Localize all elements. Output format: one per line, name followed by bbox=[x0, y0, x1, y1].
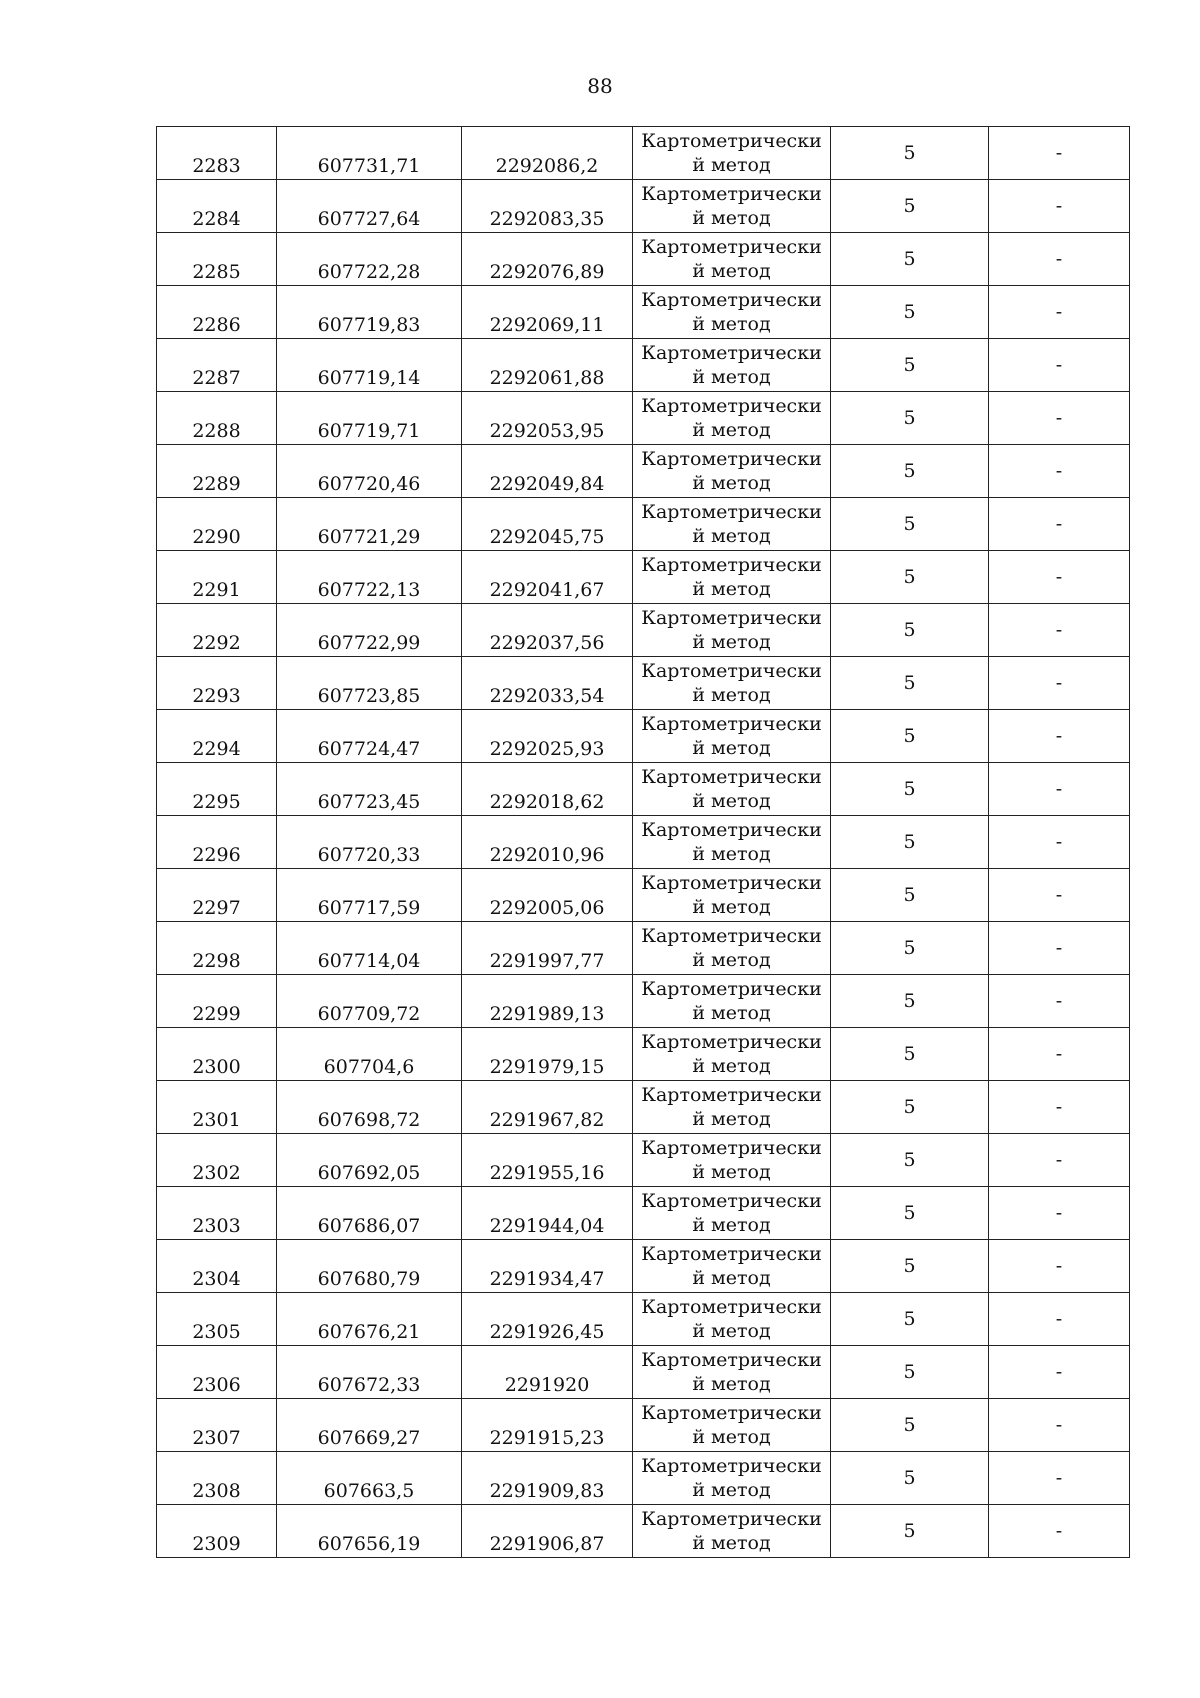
note-cell: - bbox=[989, 604, 1130, 657]
method-cell bbox=[633, 604, 831, 657]
method-text-line2: й метод bbox=[692, 366, 771, 388]
table-row bbox=[157, 1134, 1130, 1187]
x-coordinate-cell: 607656,19 bbox=[277, 1505, 462, 1558]
y-coordinate-cell: 2292049,84 bbox=[462, 445, 633, 498]
table-row bbox=[157, 1187, 1130, 1240]
table-row bbox=[157, 1399, 1130, 1452]
note-cell: - bbox=[989, 1134, 1130, 1187]
method-cell bbox=[633, 233, 831, 286]
note-cell: - bbox=[989, 1505, 1130, 1558]
x-coordinate-cell: 607722,13 bbox=[277, 551, 462, 604]
method-text-line2: й метод bbox=[692, 1320, 771, 1342]
table-row bbox=[157, 1452, 1130, 1505]
note-cell: - bbox=[989, 1028, 1130, 1081]
x-coordinate-cell: 607717,59 bbox=[277, 869, 462, 922]
point-number-cell: 2302 bbox=[157, 1134, 277, 1187]
x-coordinate-cell: 607709,72 bbox=[277, 975, 462, 1028]
method-text-line1: Картометрически bbox=[641, 1349, 822, 1371]
note-cell: - bbox=[989, 180, 1130, 233]
method-text-line2: й метод bbox=[692, 313, 771, 335]
note-cell: - bbox=[989, 1293, 1130, 1346]
point-number-cell: 2299 bbox=[157, 975, 277, 1028]
x-coordinate-cell: 607722,99 bbox=[277, 604, 462, 657]
point-number-cell: 2294 bbox=[157, 710, 277, 763]
method-text-line1: Картометрически bbox=[641, 1402, 822, 1424]
method-text-line2: й метод bbox=[692, 1055, 771, 1077]
table-row bbox=[157, 816, 1130, 869]
method-text-line1: Картометрически bbox=[641, 766, 822, 788]
x-coordinate-cell: 607719,71 bbox=[277, 392, 462, 445]
method-cell bbox=[633, 763, 831, 816]
accuracy-cell: 5 bbox=[831, 233, 989, 286]
method-cell bbox=[633, 869, 831, 922]
point-number-cell: 2293 bbox=[157, 657, 277, 710]
table-row bbox=[157, 869, 1130, 922]
x-coordinate-cell: 607720,33 bbox=[277, 816, 462, 869]
note-cell: - bbox=[989, 710, 1130, 763]
x-coordinate-cell: 607686,07 bbox=[277, 1187, 462, 1240]
accuracy-cell: 5 bbox=[831, 816, 989, 869]
method-text-line1: Картометрически bbox=[641, 1031, 822, 1053]
y-coordinate-cell: 2292069,11 bbox=[462, 286, 633, 339]
point-number-cell: 2307 bbox=[157, 1399, 277, 1452]
accuracy-cell: 5 bbox=[831, 180, 989, 233]
table-row bbox=[157, 339, 1130, 392]
table-row bbox=[157, 392, 1130, 445]
method-text-line2: й метод bbox=[692, 1267, 771, 1289]
method-text-line1: Картометрически bbox=[641, 130, 822, 152]
point-number-cell: 2283 bbox=[157, 127, 277, 180]
x-coordinate-cell: 607724,47 bbox=[277, 710, 462, 763]
x-coordinate-cell: 607731,71 bbox=[277, 127, 462, 180]
method-text-line1: Картометрически bbox=[641, 554, 822, 576]
note-cell: - bbox=[989, 816, 1130, 869]
accuracy-cell: 5 bbox=[831, 710, 989, 763]
method-text-line1: Картометрически bbox=[641, 183, 822, 205]
method-text-line1: Картометрически bbox=[641, 660, 822, 682]
method-cell bbox=[633, 1134, 831, 1187]
accuracy-cell: 5 bbox=[831, 1452, 989, 1505]
table-row bbox=[157, 1505, 1130, 1558]
x-coordinate-cell: 607719,14 bbox=[277, 339, 462, 392]
method-text-line1: Картометрически bbox=[641, 1243, 822, 1265]
method-cell bbox=[633, 498, 831, 551]
method-text-line1: Картометрически bbox=[641, 1190, 822, 1212]
note-cell: - bbox=[989, 657, 1130, 710]
method-text-line1: Картометрически bbox=[641, 1137, 822, 1159]
y-coordinate-cell: 2291955,16 bbox=[462, 1134, 633, 1187]
note-cell: - bbox=[989, 763, 1130, 816]
accuracy-cell: 5 bbox=[831, 922, 989, 975]
note-cell: - bbox=[989, 445, 1130, 498]
point-number-cell: 2304 bbox=[157, 1240, 277, 1293]
y-coordinate-cell: 2292076,89 bbox=[462, 233, 633, 286]
x-coordinate-cell: 607669,27 bbox=[277, 1399, 462, 1452]
method-cell bbox=[633, 1452, 831, 1505]
x-coordinate-cell: 607720,46 bbox=[277, 445, 462, 498]
point-number-cell: 2308 bbox=[157, 1452, 277, 1505]
method-text-line2: й метод bbox=[692, 1479, 771, 1501]
method-cell bbox=[633, 922, 831, 975]
table-row bbox=[157, 498, 1130, 551]
method-text-line1: Картометрически bbox=[641, 978, 822, 1000]
method-text-line1: Картометрически bbox=[641, 872, 822, 894]
point-number-cell: 2296 bbox=[157, 816, 277, 869]
x-coordinate-cell: 607714,04 bbox=[277, 922, 462, 975]
method-text-line2: й метод bbox=[692, 737, 771, 759]
point-number-cell: 2305 bbox=[157, 1293, 277, 1346]
method-cell bbox=[633, 1081, 831, 1134]
note-cell: - bbox=[989, 869, 1130, 922]
x-coordinate-cell: 607721,29 bbox=[277, 498, 462, 551]
y-coordinate-cell: 2291926,45 bbox=[462, 1293, 633, 1346]
method-text-line2: й метод bbox=[692, 1373, 771, 1395]
method-text-line2: й метод bbox=[692, 1108, 771, 1130]
method-cell bbox=[633, 1399, 831, 1452]
method-text-line2: й метод bbox=[692, 1214, 771, 1236]
table-row bbox=[157, 710, 1130, 763]
accuracy-cell: 5 bbox=[831, 551, 989, 604]
method-cell bbox=[633, 816, 831, 869]
x-coordinate-cell: 607722,28 bbox=[277, 233, 462, 286]
y-coordinate-cell: 2291920 bbox=[462, 1346, 633, 1399]
method-text-line1: Картометрически bbox=[641, 819, 822, 841]
point-number-cell: 2284 bbox=[157, 180, 277, 233]
accuracy-cell: 5 bbox=[831, 339, 989, 392]
x-coordinate-cell: 607663,5 bbox=[277, 1452, 462, 1505]
y-coordinate-cell: 2292025,93 bbox=[462, 710, 633, 763]
point-number-cell: 2291 bbox=[157, 551, 277, 604]
method-cell bbox=[633, 286, 831, 339]
point-number-cell: 2285 bbox=[157, 233, 277, 286]
note-cell: - bbox=[989, 1187, 1130, 1240]
accuracy-cell: 5 bbox=[831, 1293, 989, 1346]
note-cell: - bbox=[989, 975, 1130, 1028]
accuracy-cell: 5 bbox=[831, 445, 989, 498]
accuracy-cell: 5 bbox=[831, 498, 989, 551]
y-coordinate-cell: 2292037,56 bbox=[462, 604, 633, 657]
y-coordinate-cell: 2292061,88 bbox=[462, 339, 633, 392]
note-cell: - bbox=[989, 1452, 1130, 1505]
note-cell: - bbox=[989, 1346, 1130, 1399]
x-coordinate-cell: 607672,33 bbox=[277, 1346, 462, 1399]
table-row bbox=[157, 286, 1130, 339]
x-coordinate-cell: 607676,21 bbox=[277, 1293, 462, 1346]
method-text-line1: Картометрически bbox=[641, 289, 822, 311]
method-cell bbox=[633, 1505, 831, 1558]
accuracy-cell: 5 bbox=[831, 657, 989, 710]
x-coordinate-cell: 607704,6 bbox=[277, 1028, 462, 1081]
table-row bbox=[157, 1240, 1130, 1293]
point-number-cell: 2290 bbox=[157, 498, 277, 551]
point-number-cell: 2306 bbox=[157, 1346, 277, 1399]
method-cell bbox=[633, 127, 831, 180]
method-text-line2: й метод bbox=[692, 1532, 771, 1554]
x-coordinate-cell: 607719,83 bbox=[277, 286, 462, 339]
table-row bbox=[157, 180, 1130, 233]
note-cell: - bbox=[989, 392, 1130, 445]
point-number-cell: 2300 bbox=[157, 1028, 277, 1081]
table-row bbox=[157, 657, 1130, 710]
coordinates-table bbox=[156, 126, 1130, 1558]
y-coordinate-cell: 2292041,67 bbox=[462, 551, 633, 604]
method-text-line1: Картометрически bbox=[641, 395, 822, 417]
point-number-cell: 2309 bbox=[157, 1505, 277, 1558]
method-text-line2: й метод bbox=[692, 525, 771, 547]
note-cell: - bbox=[989, 498, 1130, 551]
table-row bbox=[157, 604, 1130, 657]
x-coordinate-cell: 607723,45 bbox=[277, 763, 462, 816]
y-coordinate-cell: 2292086,2 bbox=[462, 127, 633, 180]
point-number-cell: 2286 bbox=[157, 286, 277, 339]
point-number-cell: 2297 bbox=[157, 869, 277, 922]
method-cell bbox=[633, 445, 831, 498]
method-text-line1: Картометрически bbox=[641, 925, 822, 947]
x-coordinate-cell: 607680,79 bbox=[277, 1240, 462, 1293]
note-cell: - bbox=[989, 551, 1130, 604]
accuracy-cell: 5 bbox=[831, 1240, 989, 1293]
method-text-line1: Картометрически bbox=[641, 713, 822, 735]
point-number-cell: 2292 bbox=[157, 604, 277, 657]
y-coordinate-cell: 2291997,77 bbox=[462, 922, 633, 975]
point-number-cell: 2298 bbox=[157, 922, 277, 975]
y-coordinate-cell: 2291989,13 bbox=[462, 975, 633, 1028]
method-text-line2: й метод bbox=[692, 419, 771, 441]
accuracy-cell: 5 bbox=[831, 127, 989, 180]
method-cell bbox=[633, 1293, 831, 1346]
method-text-line2: й метод bbox=[692, 1002, 771, 1024]
accuracy-cell: 5 bbox=[831, 1134, 989, 1187]
method-cell bbox=[633, 1028, 831, 1081]
x-coordinate-cell: 607698,72 bbox=[277, 1081, 462, 1134]
x-coordinate-cell: 607727,64 bbox=[277, 180, 462, 233]
y-coordinate-cell: 2292018,62 bbox=[462, 763, 633, 816]
method-text-line2: й метод bbox=[692, 207, 771, 229]
point-number-cell: 2287 bbox=[157, 339, 277, 392]
y-coordinate-cell: 2292033,54 bbox=[462, 657, 633, 710]
accuracy-cell: 5 bbox=[831, 1346, 989, 1399]
method-text-line2: й метод bbox=[692, 578, 771, 600]
accuracy-cell: 5 bbox=[831, 869, 989, 922]
method-text-line2: й метод bbox=[692, 843, 771, 865]
method-text-line1: Картометрически bbox=[641, 607, 822, 629]
y-coordinate-cell: 2292083,35 bbox=[462, 180, 633, 233]
method-text-line1: Картометрически bbox=[641, 236, 822, 258]
y-coordinate-cell: 2291944,04 bbox=[462, 1187, 633, 1240]
y-coordinate-cell: 2292053,95 bbox=[462, 392, 633, 445]
accuracy-cell: 5 bbox=[831, 1399, 989, 1452]
table-row bbox=[157, 763, 1130, 816]
note-cell: - bbox=[989, 286, 1130, 339]
table-row bbox=[157, 1346, 1130, 1399]
table-row bbox=[157, 1081, 1130, 1134]
table-row bbox=[157, 445, 1130, 498]
y-coordinate-cell: 2291934,47 bbox=[462, 1240, 633, 1293]
table-row bbox=[157, 233, 1130, 286]
table-row bbox=[157, 1028, 1130, 1081]
note-cell: - bbox=[989, 922, 1130, 975]
x-coordinate-cell: 607692,05 bbox=[277, 1134, 462, 1187]
accuracy-cell: 5 bbox=[831, 286, 989, 339]
method-text-line1: Картометрически bbox=[641, 342, 822, 364]
y-coordinate-cell: 2292045,75 bbox=[462, 498, 633, 551]
accuracy-cell: 5 bbox=[831, 392, 989, 445]
method-text-line1: Картометрически bbox=[641, 1455, 822, 1477]
y-coordinate-cell: 2291967,82 bbox=[462, 1081, 633, 1134]
y-coordinate-cell: 2291979,15 bbox=[462, 1028, 633, 1081]
note-cell: - bbox=[989, 233, 1130, 286]
table-row bbox=[157, 127, 1130, 180]
method-cell bbox=[633, 710, 831, 763]
coordinates-table-body bbox=[157, 127, 1130, 1558]
table-row bbox=[157, 551, 1130, 604]
method-cell bbox=[633, 339, 831, 392]
accuracy-cell: 5 bbox=[831, 763, 989, 816]
table-row bbox=[157, 922, 1130, 975]
method-cell bbox=[633, 392, 831, 445]
method-text-line2: й метод bbox=[692, 472, 771, 494]
accuracy-cell: 5 bbox=[831, 1081, 989, 1134]
method-text-line2: й метод bbox=[692, 790, 771, 812]
table-row bbox=[157, 1293, 1130, 1346]
note-cell: - bbox=[989, 1240, 1130, 1293]
method-text-line1: Картометрически bbox=[641, 448, 822, 470]
method-text-line1: Картометрически bbox=[641, 1084, 822, 1106]
point-number-cell: 2288 bbox=[157, 392, 277, 445]
method-cell bbox=[633, 1346, 831, 1399]
accuracy-cell: 5 bbox=[831, 604, 989, 657]
method-text-line2: й метод bbox=[692, 260, 771, 282]
method-text-line2: й метод bbox=[692, 631, 771, 653]
method-text-line2: й метод bbox=[692, 154, 771, 176]
note-cell: - bbox=[989, 127, 1130, 180]
x-coordinate-cell: 607723,85 bbox=[277, 657, 462, 710]
accuracy-cell: 5 bbox=[831, 1505, 989, 1558]
point-number-cell: 2289 bbox=[157, 445, 277, 498]
point-number-cell: 2303 bbox=[157, 1187, 277, 1240]
note-cell: - bbox=[989, 1081, 1130, 1134]
page-number: 88 bbox=[587, 74, 613, 98]
method-text-line1: Картометрически bbox=[641, 1296, 822, 1318]
y-coordinate-cell: 2291915,23 bbox=[462, 1399, 633, 1452]
point-number-cell: 2295 bbox=[157, 763, 277, 816]
y-coordinate-cell: 2291906,87 bbox=[462, 1505, 633, 1558]
y-coordinate-cell: 2292005,06 bbox=[462, 869, 633, 922]
y-coordinate-cell: 2291909,83 bbox=[462, 1452, 633, 1505]
method-text-line2: й метод bbox=[692, 949, 771, 971]
method-cell bbox=[633, 1187, 831, 1240]
method-cell bbox=[633, 657, 831, 710]
accuracy-cell: 5 bbox=[831, 1187, 989, 1240]
method-text-line2: й метод bbox=[692, 1161, 771, 1183]
method-text-line1: Картометрически bbox=[641, 501, 822, 523]
method-text-line2: й метод bbox=[692, 1426, 771, 1448]
note-cell: - bbox=[989, 1399, 1130, 1452]
accuracy-cell: 5 bbox=[831, 975, 989, 1028]
method-text-line1: Картометрически bbox=[641, 1508, 822, 1530]
accuracy-cell: 5 bbox=[831, 1028, 989, 1081]
method-cell bbox=[633, 180, 831, 233]
method-text-line2: й метод bbox=[692, 684, 771, 706]
y-coordinate-cell: 2292010,96 bbox=[462, 816, 633, 869]
point-number-cell: 2301 bbox=[157, 1081, 277, 1134]
note-cell: - bbox=[989, 339, 1130, 392]
method-cell bbox=[633, 551, 831, 604]
method-cell bbox=[633, 1240, 831, 1293]
method-cell bbox=[633, 975, 831, 1028]
table-row bbox=[157, 975, 1130, 1028]
method-text-line2: й метод bbox=[692, 896, 771, 918]
